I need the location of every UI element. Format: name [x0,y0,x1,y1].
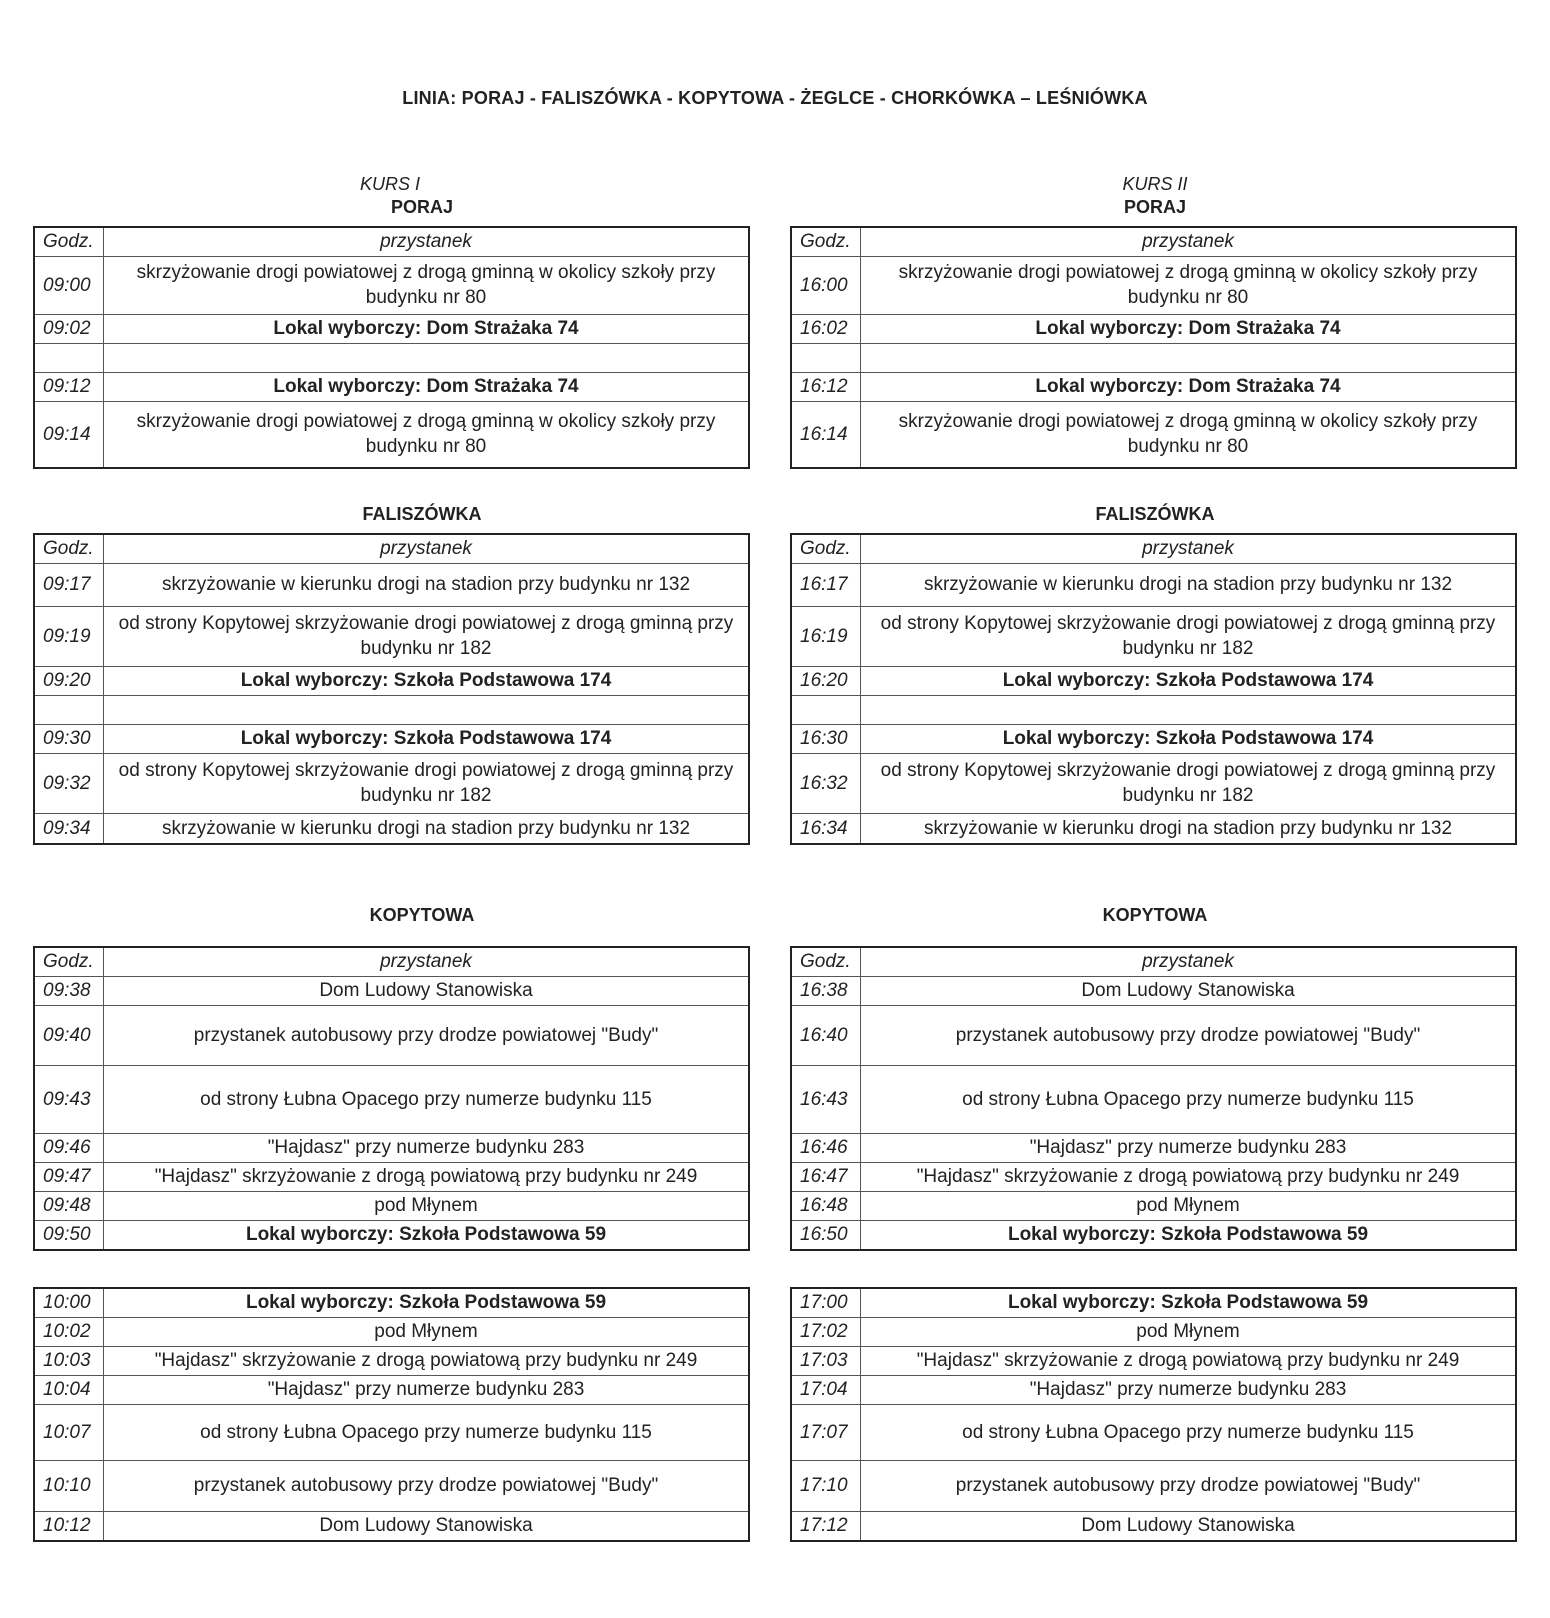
table-row [791,1162,1516,1191]
departure-time: 09:43 [34,1065,104,1133]
departure-time [34,695,104,724]
departure-time: 16:43 [791,1065,861,1133]
departure-time: 09:32 [34,753,104,813]
section-title: FALISZÓWKA [362,504,482,524]
stop-name: Lokal wyborczy: Szkoła Podstawowa 174 [861,724,1517,753]
departure-time: 16:17 [791,563,861,606]
departure-time: 09:12 [34,372,104,401]
stop-column-header: przystanek [104,227,750,256]
table-row [791,372,1516,401]
stop-column-header: przystanek [861,227,1517,256]
stop-name: "Hajdasz" przy numerze budynku 283 [861,1375,1517,1404]
table-row [791,256,1516,314]
departure-time: 09:19 [34,606,104,666]
departure-time: 16:00 [791,256,861,314]
stop-name: skrzyżowanie drogi powiatowej z drogą gminną w okolicy szkoły przy budynku nr 80 [861,256,1517,314]
table-row [34,1288,749,1317]
stop-column-header: przystanek [861,534,1517,563]
departure-time: 16:47 [791,1162,861,1191]
departure-time: 09:14 [34,401,104,468]
timetable-table [33,226,750,469]
stop-name: "Hajdasz" skrzyżowanie z drogą powiatową przy budynku nr 249 [104,1346,750,1375]
departure-time: 17:03 [791,1346,861,1375]
stop-name: Dom Ludowy Stanowiska [861,1511,1517,1541]
stop-name: skrzyżowanie drogi powiatowej z drogą gminną w okolicy szkoły przy budynku nr 80 [104,401,750,468]
departure-time: 16:14 [791,401,861,468]
time-column-header: Godz. [34,947,104,976]
stop-name: od strony Łubna Opacego przy numerze budynku 115 [104,1065,750,1133]
table-row [791,753,1516,813]
timetable-table [790,946,1517,1251]
departure-time: 09:34 [34,813,104,844]
stop-name: Dom Ludowy Stanowiska [104,976,750,1005]
table-row [34,976,749,1005]
departure-time: 10:12 [34,1511,104,1541]
stop-name: Lokal wyborczy: Dom Strażaka 74 [104,372,750,401]
table-row [34,563,749,606]
table-row [791,1133,1516,1162]
stop-name: Dom Ludowy Stanowiska [104,1511,750,1541]
departure-time: 16:20 [791,666,861,695]
table-row [34,606,749,666]
section-title: PORAJ [390,197,453,217]
stop-name: "Hajdasz" przy numerze budynku 283 [861,1133,1517,1162]
section-title: FALISZÓWKA [1095,504,1215,524]
departure-time: 16:48 [791,1191,861,1220]
table-row [791,1404,1516,1460]
stop-name: od strony Kopytowej skrzyżowanie drogi powiatowej z drogą gminną przy budynku nr 182 [861,753,1517,813]
stop-name: pod Młynem [104,1317,750,1346]
departure-time: 16:34 [791,813,861,844]
stop-column-header: przystanek [104,534,750,563]
stop-name: skrzyżowanie w kierunku drogi na stadion przy budynku nr 132 [104,563,750,606]
table-row [34,1317,749,1346]
departure-time [34,343,104,372]
stop-name: od strony Łubna Opacego przy numerze budynku 115 [861,1065,1517,1133]
timetable-table [790,533,1517,845]
stop-name: "Hajdasz" skrzyżowanie z drogą powiatową przy budynku nr 249 [104,1162,750,1191]
stop-name: "Hajdasz" skrzyżowanie z drogą powiatową przy budynku nr 249 [861,1162,1517,1191]
departure-time: 16:12 [791,372,861,401]
table-row [34,666,749,695]
departure-time: 16:38 [791,976,861,1005]
table-row [34,753,749,813]
stop-name: Lokal wyborczy: Szkoła Podstawowa 174 [104,724,750,753]
stop-name: od strony Kopytowej skrzyżowanie drogi powiatowej z drogą gminną przy budynku nr 182 [861,606,1517,666]
departure-time: 16:50 [791,1220,861,1250]
time-column-header: Godz. [791,227,861,256]
table-row [34,1191,749,1220]
departure-time: 09:20 [34,666,104,695]
table-row [34,695,749,724]
table-row [34,256,749,314]
stop-name: przystanek autobusowy przy drodze powiatowej "Budy" [104,1460,750,1511]
departure-time: 16:19 [791,606,861,666]
departure-time: 17:10 [791,1460,861,1511]
departure-time: 16:02 [791,314,861,343]
departure-time: 16:32 [791,753,861,813]
table-row [34,401,749,468]
timetable-table [33,946,750,1251]
table-header-row [34,227,749,256]
departure-time: 10:10 [34,1460,104,1511]
departure-time [791,695,861,724]
stop-column-header: przystanek [104,947,750,976]
stop-name [861,343,1517,372]
departure-time: 10:03 [34,1346,104,1375]
table-row [791,1375,1516,1404]
stop-name: "Hajdasz" skrzyżowanie z drogą powiatową przy budynku nr 249 [861,1346,1517,1375]
table-row [34,1375,749,1404]
stop-name: skrzyżowanie w kierunku drogi na stadion przy budynku nr 132 [861,563,1517,606]
section-title: KOPYTOWA [369,905,475,925]
departure-time: 09:30 [34,724,104,753]
stop-name: przystanek autobusowy przy drodze powiatowej "Budy" [861,1460,1517,1511]
timetable-table [790,1287,1517,1542]
timetable-table [790,226,1517,469]
table-header-row [34,947,749,976]
departure-time: 10:00 [34,1288,104,1317]
table-row [791,1065,1516,1133]
stop-name: Lokal wyborczy: Dom Strażaka 74 [861,314,1517,343]
stop-name: Lokal wyborczy: Szkoła Podstawowa 59 [861,1288,1517,1317]
table-header-row [791,534,1516,563]
table-row [791,724,1516,753]
stop-name: Lokal wyborczy: Szkoła Podstawowa 174 [861,666,1517,695]
section-title: KOPYTOWA [1102,905,1208,925]
table-row [34,314,749,343]
table-row [791,976,1516,1005]
stop-name: Lokal wyborczy: Szkoła Podstawowa 59 [104,1220,750,1250]
departure-time: 17:00 [791,1288,861,1317]
table-row [34,372,749,401]
stop-name [104,343,750,372]
departure-time: 09:46 [34,1133,104,1162]
table-row [791,1317,1516,1346]
table-row [791,1460,1516,1511]
stop-name: od strony Łubna Opacego przy numerze budynku 115 [104,1404,750,1460]
table-row [791,1005,1516,1065]
departure-time: 09:50 [34,1220,104,1250]
table-row [34,1220,749,1250]
stop-name: skrzyżowanie drogi powiatowej z drogą gminną w okolicy szkoły przy budynku nr 80 [861,401,1517,468]
stop-name: Lokal wyborczy: Szkoła Podstawowa 174 [104,666,750,695]
table-row [791,1511,1516,1541]
stop-name: Lokal wyborczy: Szkoła Podstawowa 59 [104,1288,750,1317]
table-row [791,563,1516,606]
departure-time: 10:02 [34,1317,104,1346]
table-row [34,1404,749,1460]
stop-name: Lokal wyborczy: Dom Strażaka 74 [104,314,750,343]
departure-time: 09:48 [34,1191,104,1220]
stop-name: "Hajdasz" przy numerze budynku 283 [104,1133,750,1162]
section-title: PORAJ [1123,197,1186,217]
timetable-table [33,533,750,845]
departure-time: 09:38 [34,976,104,1005]
departure-time: 09:00 [34,256,104,314]
table-row [34,813,749,844]
stop-name: przystanek autobusowy przy drodze powiatowej "Budy" [104,1005,750,1065]
table-row [34,1133,749,1162]
table-header-row [791,227,1516,256]
table-header-row [791,947,1516,976]
table-row [34,1511,749,1541]
stop-name: skrzyżowanie drogi powiatowej z drogą gminną w okolicy szkoły przy budynku nr 80 [104,256,750,314]
stop-name: Lokal wyborczy: Szkoła Podstawowa 59 [861,1220,1517,1250]
time-column-header: Godz. [791,534,861,563]
stop-name: pod Młynem [861,1317,1517,1346]
course-label: KURS II [1122,174,1188,194]
table-row [791,1220,1516,1250]
departure-time: 09:02 [34,314,104,343]
table-header-row [34,534,749,563]
time-column-header: Godz. [791,947,861,976]
stop-name: skrzyżowanie w kierunku drogi na stadion przy budynku nr 132 [861,813,1517,844]
table-row [791,1346,1516,1375]
time-column-header: Godz. [34,227,104,256]
stop-column-header: przystanek [861,947,1517,976]
table-row [34,1460,749,1511]
departure-time: 09:47 [34,1162,104,1191]
table-row [791,606,1516,666]
stop-name: skrzyżowanie w kierunku drogi na stadion przy budynku nr 132 [104,813,750,844]
table-row [791,1288,1516,1317]
departure-time: 16:46 [791,1133,861,1162]
stop-name: przystanek autobusowy przy drodze powiatowej "Budy" [861,1005,1517,1065]
table-row [791,695,1516,724]
table-row [791,314,1516,343]
time-column-header: Godz. [34,534,104,563]
departure-time: 09:40 [34,1005,104,1065]
departure-time [791,343,861,372]
table-row [34,1162,749,1191]
table-row [34,1065,749,1133]
stop-name: Dom Ludowy Stanowiska [861,976,1517,1005]
stop-name: pod Młynem [104,1191,750,1220]
stop-name: pod Młynem [861,1191,1517,1220]
table-row [34,1346,749,1375]
table-row [34,1005,749,1065]
timetable-table [33,1287,750,1542]
departure-time: 09:17 [34,563,104,606]
document-title: LINIA: PORAJ - FALISZÓWKA - KOPYTOWA - ŻEGLCE - CHORKÓWKA – LEŚNIÓWKA [402,88,1148,108]
stop-name: "Hajdasz" przy numerze budynku 283 [104,1375,750,1404]
table-row [791,1191,1516,1220]
stop-name: od strony Kopytowej skrzyżowanie drogi powiatowej z drogą gminną przy budynku nr 182 [104,753,750,813]
stop-name [861,695,1517,724]
departure-time: 17:12 [791,1511,861,1541]
departure-time: 10:04 [34,1375,104,1404]
stop-name: od strony Kopytowej skrzyżowanie drogi powiatowej z drogą gminną przy budynku nr 182 [104,606,750,666]
table-row [34,343,749,372]
departure-time: 17:04 [791,1375,861,1404]
departure-time: 17:02 [791,1317,861,1346]
stop-name [104,695,750,724]
table-row [791,401,1516,468]
departure-time: 17:07 [791,1404,861,1460]
table-row [791,813,1516,844]
departure-time: 16:40 [791,1005,861,1065]
table-row [791,343,1516,372]
course-label: KURS I [359,174,420,194]
table-row [791,666,1516,695]
departure-time: 10:07 [34,1404,104,1460]
table-row [34,724,749,753]
stop-name: Lokal wyborczy: Dom Strażaka 74 [861,372,1517,401]
departure-time: 16:30 [791,724,861,753]
stop-name: od strony Łubna Opacego przy numerze budynku 115 [861,1404,1517,1460]
